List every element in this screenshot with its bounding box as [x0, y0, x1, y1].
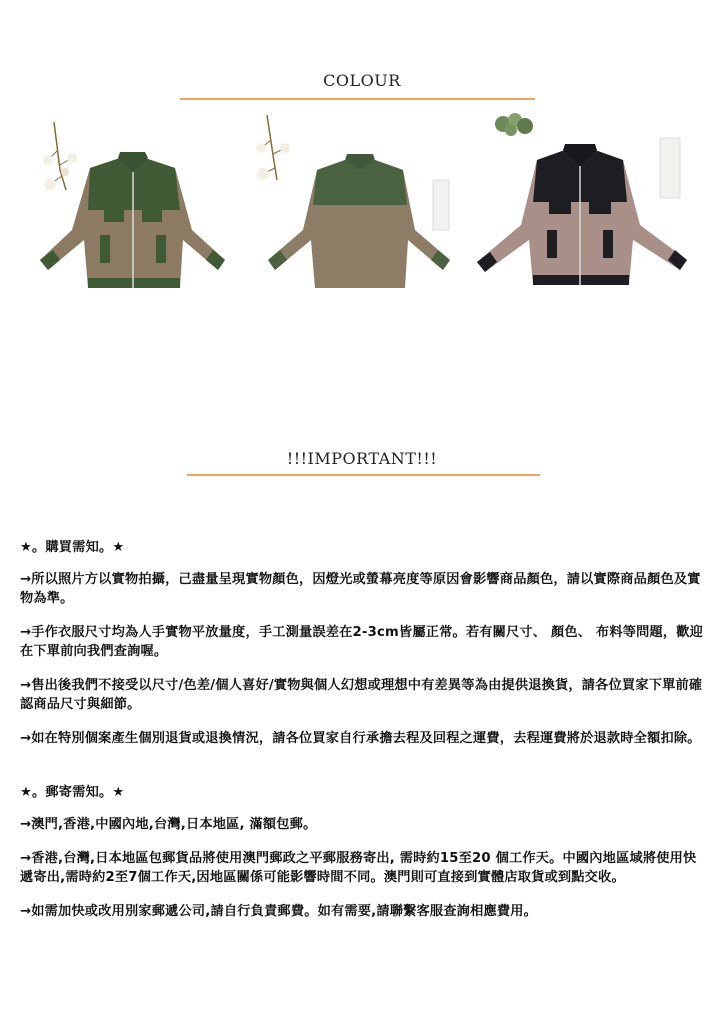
shipping-notice-item: →澳門,香港,中國內地,台灣,日本地區, 滿額包郵。	[20, 817, 317, 832]
purchase-notice-item: →如在特別個案產生個別退貨或退換情況，請各位買家自行承擔去程及回程之運費，去程運費將於退款時全額扣除。	[20, 731, 701, 746]
important-section-title: !!!IMPORTANT!!!	[286, 449, 438, 468]
purchase-notice-heading: ★。購買需知。★	[20, 540, 125, 555]
product-photo-black-front	[465, 110, 705, 295]
purchase-notice-item: →所以照片方以實物拍攝，己盡量呈現實物顏色，因燈光或螢幕亮度等原因會影響商品顏色，請以實際商品顏色及實物為準。	[20, 572, 701, 606]
purchase-notice-item: →手作衣服尺寸均為人手實物平放量度，手工測量誤差在2-3cm皆屬正常。若有關尺寸、 顏色、 布料等問題，歡迎在下單前向我們查詢喔。	[20, 625, 704, 659]
colour-section-title: COLOUR	[323, 71, 401, 90]
rolled-paper-decor	[433, 180, 449, 230]
jacket-green-back	[268, 154, 450, 288]
plant-decor	[495, 113, 533, 136]
shipping-notice-heading: ★。郵寄需知。★	[20, 785, 125, 800]
shipping-notice-item: →如需加快或改用別家郵遞公司,請自行負責郵費。如有需要,請聯繫客服查詢相應費用。	[20, 904, 538, 919]
shipping-notice-item: →香港,台灣,日本地區包郵貨品將使用澳門郵政之平郵服務寄出, 需時約15至20 個工作天。中國內地區域將使用快遞寄出,需時約2至7個工作天,因地區關係可能影響時間不同。澳門則可直接到實體店取貨或到點交收。	[20, 851, 697, 885]
notice-text-block	[20, 538, 708, 936]
purchase-notice-item: →售出後我們不接受以尺寸/色差/個人喜好/實物與個人幻想或理想中有差異等為由提供退換貨，請各位買家下單前確認商品尺寸與細節。	[20, 678, 703, 712]
dried-flower-decor	[43, 122, 77, 190]
jacket-black-front	[477, 144, 687, 285]
important-title-underline	[187, 474, 540, 476]
dried-flower-decor	[256, 115, 290, 180]
product-photo-green-back	[245, 110, 460, 295]
product-photo-green-front	[20, 110, 235, 295]
section-spacer	[20, 763, 708, 783]
rolled-paper-decor	[660, 138, 680, 198]
colour-title-underline	[180, 98, 535, 100]
